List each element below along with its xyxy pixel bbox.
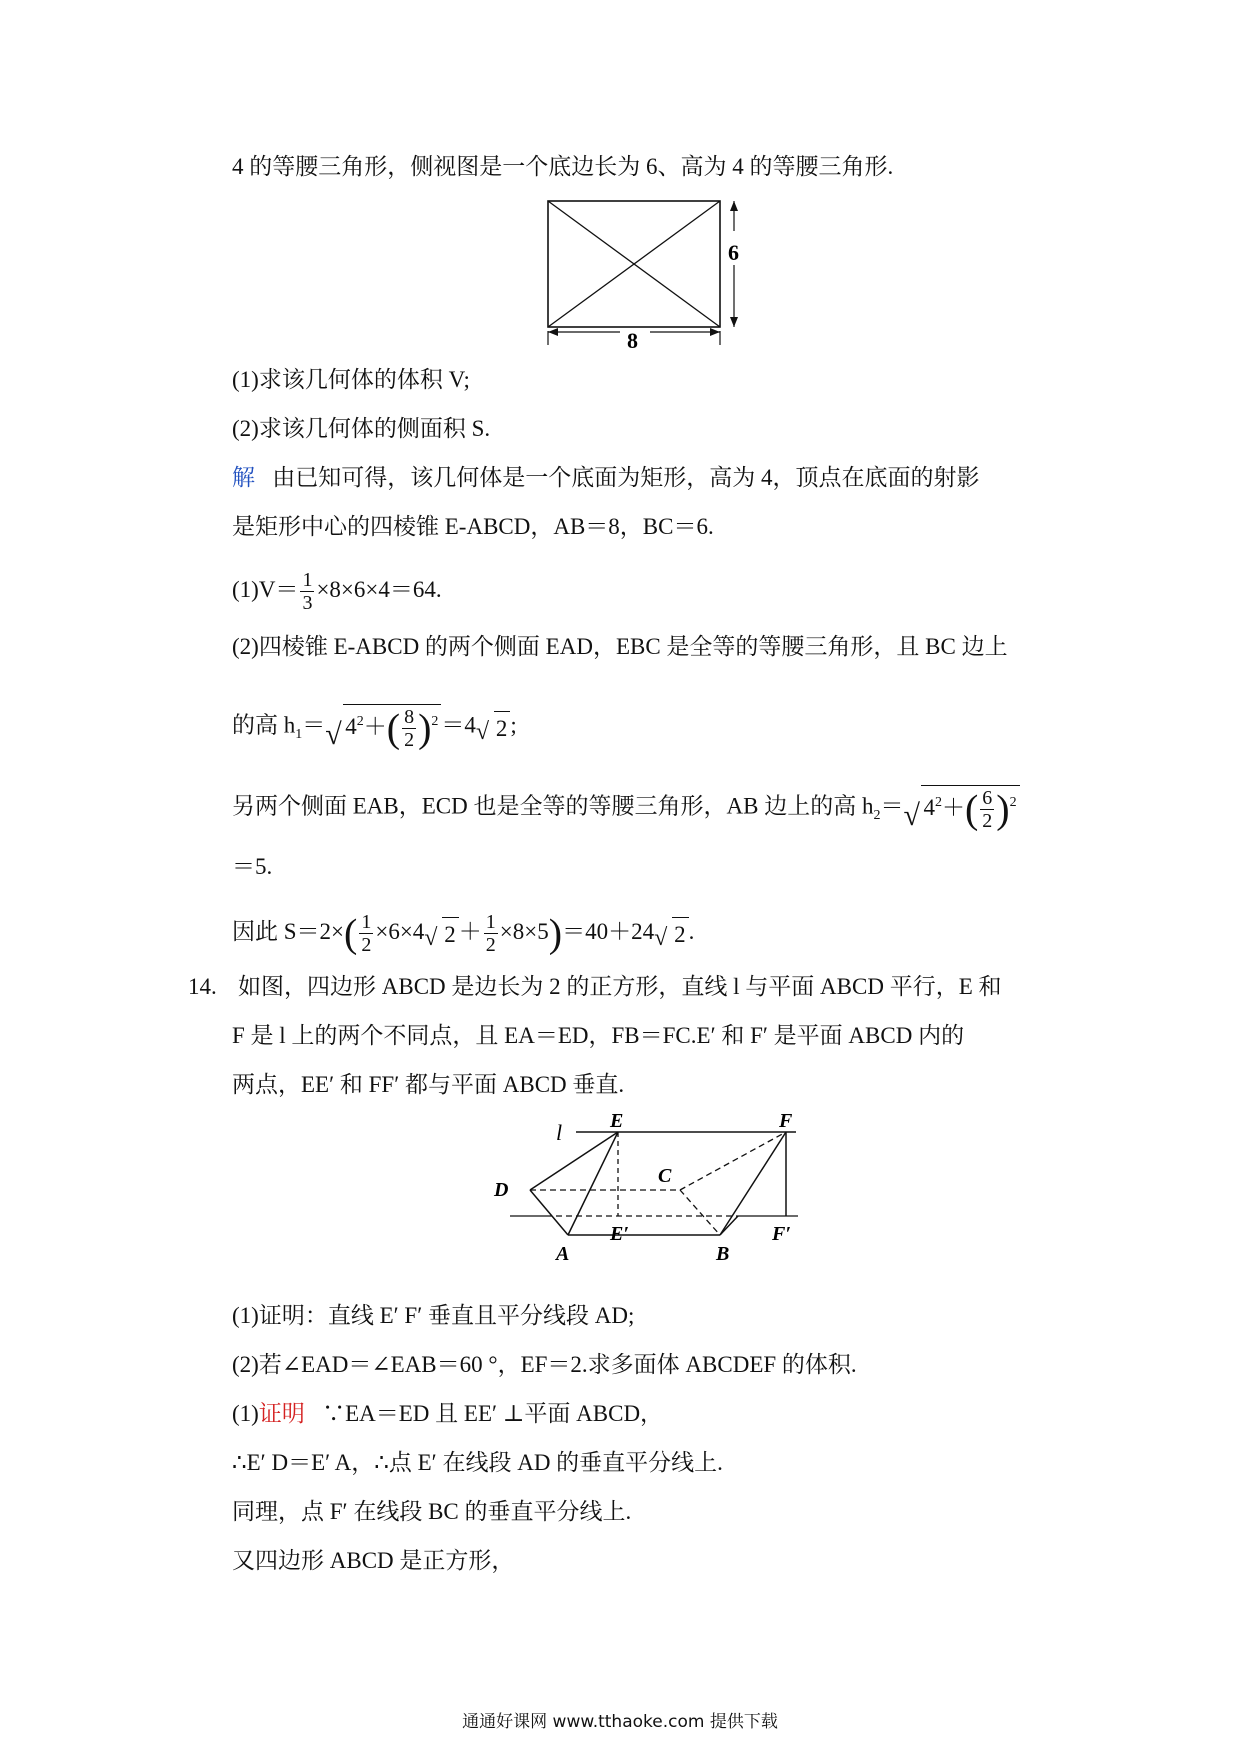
v-prefix: (1)V＝ — [232, 576, 299, 602]
q13-h1-formula: 的高 $h_1=$ √ $4^2+$( $\frac{8}{2}$ )$^2$ ＝4 √ 2 ; — [232, 705, 517, 751]
label-B: B — [716, 1243, 730, 1265]
solution-label: 解 — [232, 465, 255, 490]
proof-label: 证明 — [258, 1401, 305, 1426]
q14-proof-line1 — [232, 1399, 663, 1429]
label-F-prime: F′ — [772, 1223, 791, 1245]
h1-result: ＝4 — [441, 712, 476, 738]
header-text: 4 的等腰三角形，侧视图是一个底边长为 6、高为 4 的等腰三角形. — [232, 154, 894, 179]
q14-proof-line2: ∴E′ D＝E′ A，∴点 E′ 在线段 AD 的垂直平分线上. — [232, 1450, 723, 1475]
q13-part2: (2)求该几何体的侧面积 S. — [232, 416, 491, 441]
figure-polyhedron — [480, 1110, 820, 1280]
q13-s-final: 因此 S＝2×( $\frac{1}{2}$ ×6×4 √ 2 ＋ $\frac{1}{2}$ ×8×5)＝40＋24 √ 2 . — [232, 910, 695, 956]
label-E-prime: E′ — [610, 1223, 629, 1245]
q13-solution-line1 — [232, 463, 980, 493]
fig1-height-label: 6 — [728, 240, 739, 265]
q14-line2: F 是 l 上的两个不同点，且 EA＝ED，FB＝FC.E′ 和 F′ 是平面 ABCD 内的 — [232, 1023, 965, 1048]
q13-volume-formula — [232, 570, 442, 613]
sqrt-h2: √ $4^2+$( $\frac{6}{2}$ )$^2$ — [903, 785, 1019, 831]
q14-line3: 两点，EE′ 和 FF′ 都与平面 ABCD 垂直. — [232, 1072, 625, 1097]
label-A: A — [556, 1243, 570, 1265]
label-E: E — [610, 1110, 624, 1132]
h1-prefix: 的高 h — [232, 712, 296, 738]
q13-s-line1: (2)四棱锥 E-ABCD 的两个侧面 EAD，EBC 是全等的等腰三角形，且 BC 边上 — [232, 634, 1008, 659]
q13-s-line4: ＝5. — [232, 854, 273, 879]
q14-proof-line3: 同理，点 F′ 在线段 BC 的垂直平分线上. — [232, 1499, 632, 1524]
label-l: l — [556, 1120, 563, 1145]
q14-part2: (2)若∠EAD＝∠EAB＝60 °，EF＝2.求多面体 ABCDEF 的体积. — [232, 1352, 857, 1377]
s-final-prefix: 因此 S＝2× — [232, 918, 345, 944]
label-D: D — [494, 1179, 509, 1201]
q14-number: 14. — [188, 974, 217, 999]
figure-rectangle — [540, 195, 750, 355]
fraction-one-third: $\frac{1}{3}$ — [302, 569, 313, 614]
v-rest: ×8×6×4＝64. — [316, 576, 442, 602]
solution-text-1: 由已知可得，该几何体是一个底面为矩形，高为 4，顶点在底面的射影 — [272, 465, 980, 490]
q13-part1: (1)求该几何体的体积 V; — [232, 367, 470, 392]
label-F: F — [779, 1110, 793, 1132]
fig1-width-label: 8 — [627, 328, 638, 353]
label-C: C — [658, 1165, 672, 1187]
q14-line1: 如图，四边形 ABCD 是边长为 2 的正方形，直线 l 与平面 ABCD 平行，E 和 — [238, 974, 1002, 999]
s-final-suffix: ＝40＋24 — [562, 918, 655, 944]
s-line3-text: 另两个侧面 EAB，ECD 也是全等的等腰三角形，AB 边上的高 h — [232, 793, 874, 819]
q14-part1: (1)证明：直线 E′ F′ 垂直且平分线段 AD; — [232, 1303, 635, 1328]
proof-text-1: ∵EA＝ED 且 EE′ ⊥平面 ABCD， — [322, 1401, 664, 1426]
q14-proof-line4: 又四边形 ABCD 是正方形， — [232, 1548, 515, 1573]
sqrt-h1: √ $4^2+$( $\frac{8}{2}$ )$^2$ — [325, 704, 441, 750]
sqrt-2: √ 2 — [476, 711, 511, 744]
q13-solution-line2: 是矩形中心的四棱锥 E-ABCD，AB＝8，BC＝6. — [232, 514, 714, 539]
q13-s-line3: 另两个侧面 EAB，ECD 也是全等的等腰三角形，AB 边上的高 $h_2=$ √ $4^2+$( $\frac{6}{2}$ )$^2$ — [232, 785, 1020, 831]
proof-prefix: (1) — [232, 1401, 259, 1426]
page-footer: 通通好课网 www.tthaoke.com 提供下载 — [462, 1712, 778, 1732]
